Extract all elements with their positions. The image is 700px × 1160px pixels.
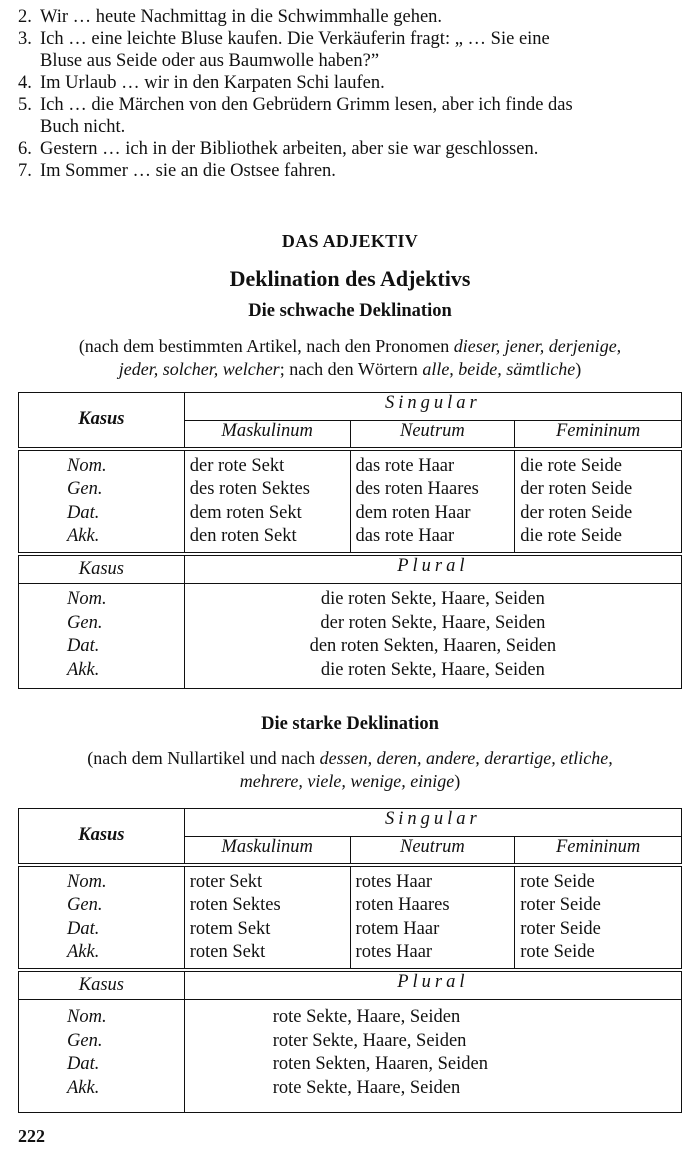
gender-header: Maskulinum — [184, 837, 350, 865]
section-title: DAS ADJEKTIV — [281, 231, 419, 251]
gender-header: Maskulinum — [184, 421, 350, 449]
gender-header: Femininum — [515, 837, 682, 865]
singular-header: Singular — [184, 809, 681, 837]
exercise-list — [18, 6, 688, 182]
page-number: 222 — [18, 1126, 45, 1146]
kasus-header: Kasus — [19, 393, 185, 449]
weak-declension-table — [18, 392, 682, 689]
exercise-item: 7. Im Sommer … sie an die Ostsee fahren. — [18, 161, 336, 181]
weak-declension-title: Die schwache Deklination — [248, 301, 452, 321]
strong-declension-note: (nach dem Nullartikel und nach dessen, deren, andere, derartige, etliche, mehrere, viele, wenige, einige) — [87, 748, 613, 791]
case-labels: Nom. Gen. Dat. Akk. — [19, 584, 185, 689]
gender-header: Neutrum — [350, 421, 515, 449]
masculine-forms: roter Sekt roten Sektes rotem Sekt roten Sekt — [184, 865, 350, 970]
case-labels: Nom. Gen. Dat. Akk. — [19, 449, 185, 554]
masculine-forms: der rote Sekt des roten Sektes dem roten Sekt den roten Sekt — [184, 449, 350, 554]
case-labels: Nom. Gen. Dat. Akk. — [19, 1000, 185, 1113]
exercise-item-continuation: Buch nicht. — [40, 117, 126, 137]
feminine-forms: die rote Seide der roten Seide der roten Seide die rote Seide — [515, 449, 682, 554]
plural-forms: rote Sekte, Haare, Seiden roter Sekte, Haare, Seiden roten Sekten, Haaren, Seiden rote Sekte, Haare, Seiden — [184, 1000, 681, 1113]
main-title: Deklination des Adjektivs — [229, 266, 471, 291]
exercise-item-continuation: Bluse aus Seide oder aus Baumwolle haben?” — [40, 51, 380, 71]
kasus-header: Kasus — [19, 554, 185, 584]
case-labels: Nom. Gen. Dat. Akk. — [19, 865, 185, 970]
weak-declension-note: (nach dem bestimmten Artikel, nach den Pronomen dieser, jener, derjenige, jeder, solcher, welcher; nach den Wörtern alle, beide, sämtliche) — [78, 336, 622, 379]
strong-declension-table — [18, 808, 682, 1113]
exercise-item: 4. Im Urlaub … wir in den Karpaten Schi laufen. — [18, 73, 385, 93]
feminine-forms: rote Seide roter Seide roter Seide rote Seide — [515, 865, 682, 970]
singular-header: Singular — [184, 393, 681, 421]
plural-header: Plural — [184, 970, 681, 1000]
kasus-header: Kasus — [19, 970, 185, 1000]
plural-forms: die roten Sekte, Haare, Seiden der roten Sekte, Haare, Seiden den roten Sekten, Haaren, Seiden die roten Sekte, Haare, Seiden — [184, 584, 681, 689]
exercise-item: 6. Gestern … ich in der Bibliothek arbeiten, aber sie war geschlossen. — [18, 139, 539, 159]
kasus-header: Kasus — [19, 809, 185, 865]
exercise-item: 2. Wir … heute Nachmittag in die Schwimmhalle gehen. — [18, 7, 443, 27]
strong-declension-title: Die starke Deklination — [261, 714, 439, 734]
plural-header: Plural — [184, 554, 681, 584]
exercise-item: 3. Ich … eine leichte Bluse kaufen. Die Verkäuferin fragt: „ … Sie eine — [18, 29, 550, 49]
exercise-item: 5. Ich … die Märchen von den Gebrüdern Grimm lesen, aber ich finde das — [18, 95, 573, 115]
gender-header: Neutrum — [350, 837, 515, 865]
gender-header: Femininum — [515, 421, 682, 449]
neuter-forms: das rote Haar des roten Haares dem roten Haar das rote Haar — [350, 449, 515, 554]
neuter-forms: rotes Haar roten Haares rotem Haar rotes Haar — [350, 865, 515, 970]
